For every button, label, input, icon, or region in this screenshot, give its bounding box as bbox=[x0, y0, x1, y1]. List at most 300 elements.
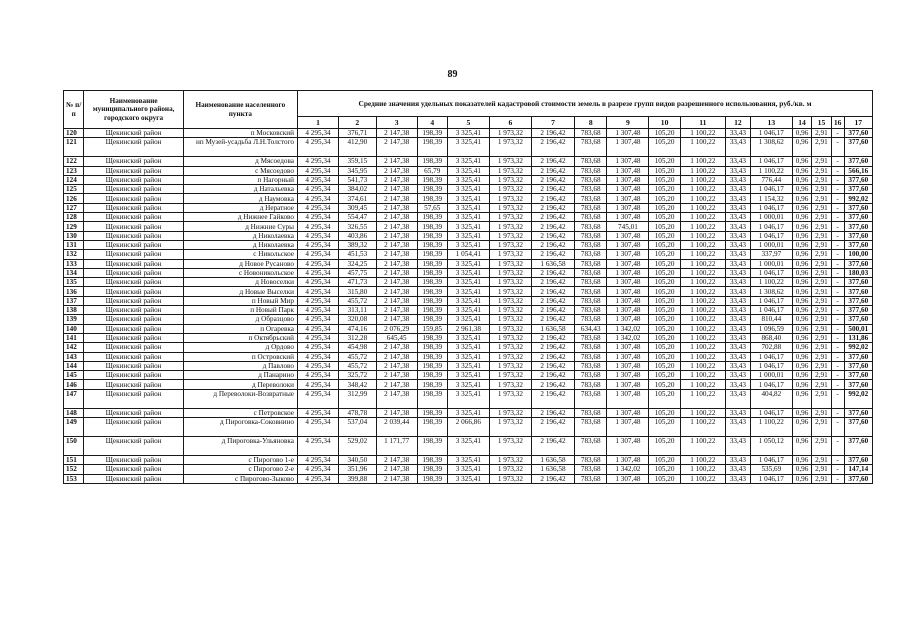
value-cell: 1 100,22 bbox=[680, 315, 725, 324]
value-cell: 1 100,22 bbox=[680, 231, 725, 240]
value-cell: 0,96 bbox=[792, 456, 811, 465]
value-cell: 1 307,48 bbox=[607, 361, 649, 370]
value-cell: 33,43 bbox=[726, 380, 751, 389]
settlement-name: п Нагорный bbox=[183, 175, 297, 184]
value-cell: 783,68 bbox=[575, 203, 607, 212]
value-cell: 783,68 bbox=[575, 389, 607, 408]
value-cell: 454,98 bbox=[338, 343, 376, 352]
value-cell: 377,60 bbox=[844, 157, 872, 166]
value-cell: 783,68 bbox=[575, 213, 607, 222]
row-number: 124 bbox=[64, 175, 84, 184]
value-cell: 2 196,42 bbox=[531, 352, 574, 361]
value-cell: - bbox=[831, 166, 844, 175]
value-cell: 1 307,48 bbox=[607, 343, 649, 352]
value-cell: 3 325,41 bbox=[447, 465, 489, 474]
value-cell: 1 973,32 bbox=[489, 287, 531, 296]
value-cell: 1 100,22 bbox=[750, 418, 792, 437]
value-cell: 1 308,62 bbox=[750, 138, 792, 157]
row-number: 132 bbox=[64, 250, 84, 259]
value-cell: 159,85 bbox=[417, 324, 447, 333]
value-cell: 320,08 bbox=[338, 315, 376, 324]
value-cell: 198,39 bbox=[417, 287, 447, 296]
value-cell: 1 100,22 bbox=[680, 287, 725, 296]
value-cell: 1 973,32 bbox=[489, 324, 531, 333]
value-cell: 2 196,42 bbox=[531, 437, 574, 456]
value-cell: 783,68 bbox=[575, 268, 607, 277]
value-cell: 3 325,41 bbox=[447, 474, 489, 483]
row-number: 149 bbox=[64, 418, 84, 437]
value-cell: 0,96 bbox=[792, 371, 811, 380]
value-cell: 1 973,32 bbox=[489, 222, 531, 231]
value-cell: 783,68 bbox=[575, 185, 607, 194]
value-cell: 0,96 bbox=[792, 129, 811, 138]
value-cell: 0,96 bbox=[792, 138, 811, 157]
table-row bbox=[64, 268, 873, 277]
value-cell: 783,68 bbox=[575, 352, 607, 361]
value-cell: 325,72 bbox=[338, 371, 376, 380]
value-cell: 33,43 bbox=[726, 437, 751, 456]
value-cell: 0,96 bbox=[792, 194, 811, 203]
value-cell: 2 147,38 bbox=[376, 222, 417, 231]
value-cell: 198,39 bbox=[417, 129, 447, 138]
row-number: 126 bbox=[64, 194, 84, 203]
value-cell: 2 196,42 bbox=[531, 268, 574, 277]
value-cell: 4 295,34 bbox=[297, 213, 338, 222]
group-number-header: 6 bbox=[489, 117, 531, 129]
value-cell: 345,95 bbox=[338, 166, 376, 175]
value-cell: 33,43 bbox=[726, 343, 751, 352]
value-cell: - bbox=[831, 259, 844, 268]
value-cell: 105,20 bbox=[649, 352, 680, 361]
value-cell: 2 147,38 bbox=[376, 250, 417, 259]
value-cell: 105,20 bbox=[649, 333, 680, 342]
value-cell: 1 046,17 bbox=[750, 203, 792, 212]
value-cell: 1 100,22 bbox=[680, 185, 725, 194]
value-cell: 1 100,22 bbox=[680, 259, 725, 268]
value-cell: 2,91 bbox=[812, 231, 831, 240]
value-cell: 1 973,32 bbox=[489, 306, 531, 315]
value-cell: 2,91 bbox=[812, 296, 831, 305]
district-name: Щекинский район bbox=[84, 129, 183, 138]
value-cell: - bbox=[831, 315, 844, 324]
value-cell: 377,60 bbox=[844, 240, 872, 249]
group-number-header: 11 bbox=[680, 117, 725, 129]
value-cell: 33,43 bbox=[726, 278, 751, 287]
value-cell: 1 100,22 bbox=[680, 129, 725, 138]
value-cell: 2 076,29 bbox=[376, 324, 417, 333]
value-cell: 1 046,17 bbox=[750, 408, 792, 417]
value-cell: 105,20 bbox=[649, 175, 680, 184]
value-cell: 1 307,48 bbox=[607, 296, 649, 305]
value-cell: 3 325,41 bbox=[447, 380, 489, 389]
value-cell: 1 000,01 bbox=[750, 259, 792, 268]
group-number-header: 12 bbox=[726, 117, 751, 129]
value-cell: 3 325,41 bbox=[447, 315, 489, 324]
value-cell: - bbox=[831, 278, 844, 287]
value-cell: 0,96 bbox=[792, 389, 811, 408]
value-cell: 2 147,38 bbox=[376, 371, 417, 380]
table-row bbox=[64, 287, 873, 296]
value-cell: 1 973,32 bbox=[489, 389, 531, 408]
value-cell: 2 196,42 bbox=[531, 166, 574, 175]
value-cell: 2,91 bbox=[812, 352, 831, 361]
row-number: 127 bbox=[64, 203, 84, 212]
value-cell: 2 196,42 bbox=[531, 418, 574, 437]
value-cell: 2 147,38 bbox=[376, 296, 417, 305]
value-cell: 1 307,48 bbox=[607, 194, 649, 203]
value-cell: 1 100,22 bbox=[680, 408, 725, 417]
value-cell: - bbox=[831, 287, 844, 296]
settlement-name: д Нижнее Гайково bbox=[183, 213, 297, 222]
value-cell: 105,20 bbox=[649, 296, 680, 305]
value-cell: 337,97 bbox=[750, 250, 792, 259]
value-cell: 2 147,38 bbox=[376, 203, 417, 212]
value-cell: 2 147,38 bbox=[376, 287, 417, 296]
settlement-name: п Огаревка bbox=[183, 324, 297, 333]
settlement-name: с Новоникольское bbox=[183, 268, 297, 277]
value-cell: 2 147,38 bbox=[376, 465, 417, 474]
value-cell: - bbox=[831, 296, 844, 305]
value-cell: 4 295,34 bbox=[297, 138, 338, 157]
value-cell: 33,43 bbox=[726, 287, 751, 296]
value-cell: 2 147,38 bbox=[376, 240, 417, 249]
value-cell: 1 307,48 bbox=[607, 268, 649, 277]
settlement-name: д Переволоки bbox=[183, 380, 297, 389]
value-cell: 105,20 bbox=[649, 231, 680, 240]
value-cell: 0,96 bbox=[792, 166, 811, 175]
value-cell: 455,72 bbox=[338, 361, 376, 370]
value-cell: 1 342,02 bbox=[607, 324, 649, 333]
district-name: Щекинский район bbox=[84, 296, 183, 305]
value-cell: 1 307,48 bbox=[607, 287, 649, 296]
row-number: 137 bbox=[64, 296, 84, 305]
value-cell: 377,60 bbox=[844, 361, 872, 370]
value-cell: 33,43 bbox=[726, 185, 751, 194]
value-cell: 4 295,34 bbox=[297, 474, 338, 483]
table-row bbox=[64, 343, 873, 352]
value-cell: 2 147,38 bbox=[376, 194, 417, 203]
value-cell: 3 325,41 bbox=[447, 213, 489, 222]
value-cell: 198,39 bbox=[417, 315, 447, 324]
value-cell: 2 147,38 bbox=[376, 175, 417, 184]
value-cell: 2 147,38 bbox=[376, 380, 417, 389]
value-cell: 1 046,17 bbox=[750, 129, 792, 138]
value-cell: 0,96 bbox=[792, 343, 811, 352]
value-cell: 3 325,41 bbox=[447, 259, 489, 268]
settlement-name: д Мясоедова bbox=[183, 157, 297, 166]
settlement-name: д Панарино bbox=[183, 371, 297, 380]
group-number-header: 13 bbox=[750, 117, 792, 129]
value-cell: 783,68 bbox=[575, 194, 607, 203]
value-cell: 3 325,41 bbox=[447, 456, 489, 465]
value-cell: 33,43 bbox=[726, 250, 751, 259]
value-cell: 1 307,48 bbox=[607, 352, 649, 361]
settlement-name: д Павлово bbox=[183, 361, 297, 370]
district-name: Щекинский район bbox=[84, 138, 183, 157]
value-cell: 1 307,48 bbox=[607, 408, 649, 417]
value-cell: 377,60 bbox=[844, 296, 872, 305]
value-cell: 2,91 bbox=[812, 333, 831, 342]
value-cell: - bbox=[831, 185, 844, 194]
value-cell: 1 100,22 bbox=[680, 324, 725, 333]
value-cell: 105,20 bbox=[649, 203, 680, 212]
value-cell: - bbox=[831, 157, 844, 166]
value-cell: 0,96 bbox=[792, 361, 811, 370]
value-cell: 2 147,38 bbox=[376, 306, 417, 315]
value-cell: 384,02 bbox=[338, 185, 376, 194]
value-cell: 198,39 bbox=[417, 268, 447, 277]
value-cell: 33,43 bbox=[726, 240, 751, 249]
value-cell: 1 100,22 bbox=[680, 306, 725, 315]
table-row bbox=[64, 194, 873, 203]
table-row bbox=[64, 389, 873, 408]
value-cell: 2 147,38 bbox=[376, 259, 417, 268]
value-cell: 198,39 bbox=[417, 194, 447, 203]
value-cell: 105,20 bbox=[649, 278, 680, 287]
district-name: Щекинский район bbox=[84, 231, 183, 240]
value-cell: 33,43 bbox=[726, 213, 751, 222]
table-body bbox=[64, 129, 873, 484]
value-cell: 2 147,38 bbox=[376, 408, 417, 417]
group-number-header: 4 bbox=[417, 117, 447, 129]
value-cell: 2 196,42 bbox=[531, 231, 574, 240]
value-cell: 2 196,42 bbox=[531, 333, 574, 342]
value-cell: 2 196,42 bbox=[531, 408, 574, 417]
value-cell: 1 973,32 bbox=[489, 343, 531, 352]
value-cell: 783,68 bbox=[575, 250, 607, 259]
district-name: Щекинский район bbox=[84, 185, 183, 194]
value-cell: 4 295,34 bbox=[297, 194, 338, 203]
value-cell: 1 307,48 bbox=[607, 418, 649, 437]
value-cell: 2 147,38 bbox=[376, 185, 417, 194]
value-cell: 198,39 bbox=[417, 157, 447, 166]
value-cell: 783,68 bbox=[575, 343, 607, 352]
value-cell: 3 325,41 bbox=[447, 389, 489, 408]
value-cell: 0,96 bbox=[792, 203, 811, 212]
value-cell: - bbox=[831, 138, 844, 157]
value-cell: 702,88 bbox=[750, 343, 792, 352]
value-cell: 198,39 bbox=[417, 278, 447, 287]
district-name: Щекинский район bbox=[84, 175, 183, 184]
table-row bbox=[64, 129, 873, 138]
value-cell: 105,20 bbox=[649, 315, 680, 324]
value-cell: 529,02 bbox=[338, 437, 376, 456]
table-row bbox=[64, 437, 873, 456]
value-cell: 359,15 bbox=[338, 157, 376, 166]
value-cell: 348,42 bbox=[338, 380, 376, 389]
value-cell: 2 196,42 bbox=[531, 194, 574, 203]
value-cell: 1 973,32 bbox=[489, 380, 531, 389]
value-cell: 4 295,34 bbox=[297, 157, 338, 166]
value-cell: 105,20 bbox=[649, 343, 680, 352]
value-cell: 1 973,32 bbox=[489, 268, 531, 277]
value-cell: 1 100,22 bbox=[680, 465, 725, 474]
table-row bbox=[64, 157, 873, 166]
value-cell: 783,68 bbox=[575, 231, 607, 240]
value-cell: 2,91 bbox=[812, 324, 831, 333]
value-cell: 399,88 bbox=[338, 474, 376, 483]
value-cell: 377,60 bbox=[844, 315, 872, 324]
value-cell: 2,91 bbox=[812, 371, 831, 380]
table-row bbox=[64, 474, 873, 483]
value-cell: 198,39 bbox=[417, 371, 447, 380]
value-cell: - bbox=[831, 203, 844, 212]
value-cell: 2,91 bbox=[812, 474, 831, 483]
value-cell: 33,43 bbox=[726, 456, 751, 465]
value-cell: 377,60 bbox=[844, 231, 872, 240]
value-cell: 33,43 bbox=[726, 166, 751, 175]
value-cell: 1 636,58 bbox=[531, 324, 574, 333]
district-name: Щекинский район bbox=[84, 352, 183, 361]
value-cell: 33,43 bbox=[726, 231, 751, 240]
value-cell: 474,16 bbox=[338, 324, 376, 333]
row-number: 139 bbox=[64, 315, 84, 324]
value-cell: 783,68 bbox=[575, 240, 607, 249]
value-cell: - bbox=[831, 231, 844, 240]
value-cell: 0,96 bbox=[792, 222, 811, 231]
value-cell: 1 171,77 bbox=[376, 437, 417, 456]
value-cell: 105,20 bbox=[649, 157, 680, 166]
value-cell: 2,91 bbox=[812, 418, 831, 437]
value-cell: 1 000,01 bbox=[750, 371, 792, 380]
value-cell: 33,43 bbox=[726, 194, 751, 203]
value-cell: 0,96 bbox=[792, 437, 811, 456]
value-cell: 374,61 bbox=[338, 194, 376, 203]
value-cell: 1 973,32 bbox=[489, 250, 531, 259]
value-cell: 1 046,17 bbox=[750, 268, 792, 277]
row-number: 122 bbox=[64, 157, 84, 166]
value-cell: 2,91 bbox=[812, 437, 831, 456]
district-name: Щекинский район bbox=[84, 259, 183, 268]
value-cell: 783,68 bbox=[575, 437, 607, 456]
value-cell: 2 196,42 bbox=[531, 175, 574, 184]
value-cell: 2 147,38 bbox=[376, 268, 417, 277]
value-cell: - bbox=[831, 213, 844, 222]
value-cell: 4 295,34 bbox=[297, 231, 338, 240]
value-cell: 2 196,42 bbox=[531, 203, 574, 212]
value-cell: 810,44 bbox=[750, 315, 792, 324]
value-cell: 1 307,48 bbox=[607, 129, 649, 138]
table-row bbox=[64, 352, 873, 361]
value-cell: 1 100,22 bbox=[680, 371, 725, 380]
row-number: 130 bbox=[64, 231, 84, 240]
value-cell: 500,01 bbox=[844, 324, 872, 333]
value-cell: 105,20 bbox=[649, 389, 680, 408]
table-row bbox=[64, 185, 873, 194]
value-cell: 198,39 bbox=[417, 408, 447, 417]
value-cell: 65,79 bbox=[417, 166, 447, 175]
value-cell: 1 307,48 bbox=[607, 437, 649, 456]
row-number: 141 bbox=[64, 333, 84, 342]
value-cell: 198,39 bbox=[417, 138, 447, 157]
district-name: Щекинский район bbox=[84, 437, 183, 456]
value-cell: 1 973,32 bbox=[489, 138, 531, 157]
value-cell: 389,32 bbox=[338, 240, 376, 249]
value-cell: 3 325,41 bbox=[447, 352, 489, 361]
value-cell: 2,91 bbox=[812, 278, 831, 287]
group-number-header: 15 bbox=[812, 117, 831, 129]
value-cell: - bbox=[831, 474, 844, 483]
value-cell: 33,43 bbox=[726, 418, 751, 437]
group-number-header: 16 bbox=[831, 117, 844, 129]
value-cell: 1 973,32 bbox=[489, 175, 531, 184]
value-cell: 1 100,22 bbox=[680, 333, 725, 342]
district-name: Щекинский район bbox=[84, 380, 183, 389]
value-cell: 105,20 bbox=[649, 287, 680, 296]
value-cell: 198,39 bbox=[417, 231, 447, 240]
group-number-header: 7 bbox=[531, 117, 574, 129]
value-cell: 0,96 bbox=[792, 380, 811, 389]
value-cell: 2,91 bbox=[812, 213, 831, 222]
settlement-name: п Московский bbox=[183, 129, 297, 138]
value-cell: 554,47 bbox=[338, 213, 376, 222]
value-cell: 2,91 bbox=[812, 380, 831, 389]
district-name: Щекинский район bbox=[84, 465, 183, 474]
value-cell: 1 307,48 bbox=[607, 315, 649, 324]
settlement-name: д Новые Выселки bbox=[183, 287, 297, 296]
value-cell: 198,39 bbox=[417, 418, 447, 437]
value-cell: 1 973,32 bbox=[489, 456, 531, 465]
settlement-name: нп Музей-усадьба Л.Н.Толстого bbox=[183, 138, 297, 157]
value-cell: 1 636,58 bbox=[531, 465, 574, 474]
value-cell: 1 307,48 bbox=[607, 213, 649, 222]
value-cell: 1 307,48 bbox=[607, 278, 649, 287]
value-cell: 783,68 bbox=[575, 287, 607, 296]
row-number: 147 bbox=[64, 389, 84, 408]
value-cell: 3 325,41 bbox=[447, 231, 489, 240]
value-cell: 412,90 bbox=[338, 138, 376, 157]
value-cell: 1 307,48 bbox=[607, 389, 649, 408]
value-cell: - bbox=[831, 222, 844, 231]
value-cell: 1 307,48 bbox=[607, 240, 649, 249]
settlement-name: д Натальевка bbox=[183, 185, 297, 194]
value-cell: 0,96 bbox=[792, 240, 811, 249]
value-cell: 2 147,38 bbox=[376, 315, 417, 324]
value-cell: 33,43 bbox=[726, 268, 751, 277]
value-cell: 4 295,34 bbox=[297, 278, 338, 287]
value-cell: 0,96 bbox=[792, 465, 811, 474]
value-cell: - bbox=[831, 268, 844, 277]
value-cell: 4 295,34 bbox=[297, 437, 338, 456]
row-number: 145 bbox=[64, 371, 84, 380]
value-cell: 403,86 bbox=[338, 231, 376, 240]
value-cell: 2 147,38 bbox=[376, 456, 417, 465]
value-cell: 198,39 bbox=[417, 343, 447, 352]
value-cell: 2 196,42 bbox=[531, 222, 574, 231]
row-number: 134 bbox=[64, 268, 84, 277]
value-cell: 2,91 bbox=[812, 268, 831, 277]
value-cell: 745,01 bbox=[607, 222, 649, 231]
value-cell: - bbox=[831, 380, 844, 389]
value-cell: 4 295,34 bbox=[297, 185, 338, 194]
value-cell: 1 973,32 bbox=[489, 315, 531, 324]
value-cell: 377,60 bbox=[844, 203, 872, 212]
value-cell: 1 100,22 bbox=[680, 474, 725, 483]
district-name: Щекинский район bbox=[84, 268, 183, 277]
value-cell: 2 196,42 bbox=[531, 185, 574, 194]
value-cell: 3 325,41 bbox=[447, 296, 489, 305]
settlement-name: д Пироговка-Ульяновка bbox=[183, 437, 297, 456]
header-group-title: Средние значения удельных показателей кадастровой стоимости земель в разрезе групп видов разрешенного использования, руб./кв. м bbox=[297, 91, 872, 117]
value-cell: 783,68 bbox=[575, 259, 607, 268]
row-number: 150 bbox=[64, 437, 84, 456]
district-name: Щекинский район bbox=[84, 194, 183, 203]
value-cell: 2 147,38 bbox=[376, 231, 417, 240]
value-cell: 198,39 bbox=[417, 465, 447, 474]
value-cell: 1 046,17 bbox=[750, 456, 792, 465]
value-cell: 100,00 bbox=[844, 250, 872, 259]
value-cell: 131,86 bbox=[844, 333, 872, 342]
